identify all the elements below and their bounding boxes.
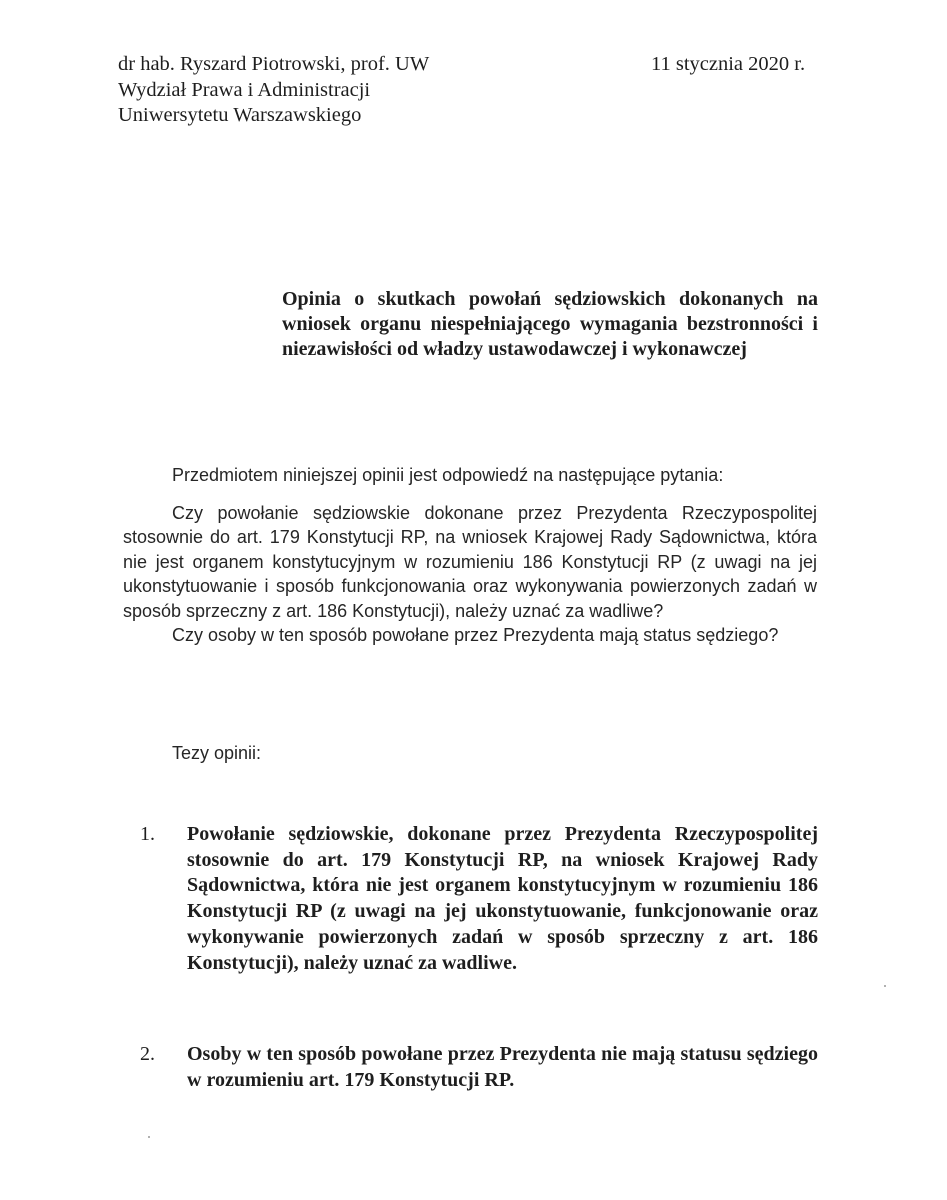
- thesis-text-1: Powołanie sędziowskie, dokonane przez Prezydenta Rzeczypospolitej stosownie do art. 179 Konstytucji RP, na wniosek Krajowej Rady Sądownictwa, która nie jest organem konstytucyjnym w rozumieniu 186 Konstytucji RP (z uwagi na jej ukonstytuowanie, funkcjonowanie oraz wykonywanie powierzonych zadań w sposób sprzeczny z art. 186 Konstytucji), należy uznać za wadliwe.: [187, 823, 818, 974]
- intro-paragraph: Przedmiotem niniejszej opinii jest odpowiedź na następujące pytania:: [172, 465, 724, 485]
- theses-heading: Tezy opinii:: [172, 743, 262, 763]
- scan-speck: [148, 1136, 150, 1138]
- question-2: Czy osoby w ten sposób powołane przez Prezydenta mają status sędziego?: [172, 625, 779, 646]
- question-1: Czy powołanie sędziowskie dokonane przez Prezydenta Rzeczypospolitej stosownie do art. 179 Konstytucji RP, na wniosek Krajowej Rady Sądownictwa, która nie jest organem konstytucyjnym w rozumieniu 186 Konstytucji RP (z uwagi na jej ukonstytuowanie i sposób funkcjonowania oraz wykonywania powierzonych zadań w sposób sprzeczny z art. 186 Konstytucji), należy uznać za wadliwe?: [123, 503, 817, 621]
- thesis-text-2: Osoby w ten sposób powołane przez Prezydenta nie mają statusu sędziego w rozumieniu art. 179 Konstytucji RP.: [187, 1043, 818, 1091]
- questions-block: [123, 501, 817, 647]
- author-university: Uniwersytetu Warszawskiego: [118, 104, 362, 126]
- thesis-number-1: 1.: [140, 823, 155, 845]
- author-name: dr hab. Ryszard Piotrowski, prof. UW: [118, 53, 430, 75]
- scan-speck: [884, 985, 886, 987]
- thesis-number-2: 2.: [140, 1043, 155, 1065]
- author-block: [118, 52, 429, 129]
- document-title: Opinia o skutkach powołań sędziowskich dokonanych na wniosek organu niespełniającego wymagania bezstronności i niezawisłości od władzy ustawodawczej i wykonawczej: [282, 288, 818, 360]
- document-date: 11 stycznia 2020 r.: [651, 53, 806, 75]
- author-faculty: Wydział Prawa i Administracji: [118, 78, 371, 101]
